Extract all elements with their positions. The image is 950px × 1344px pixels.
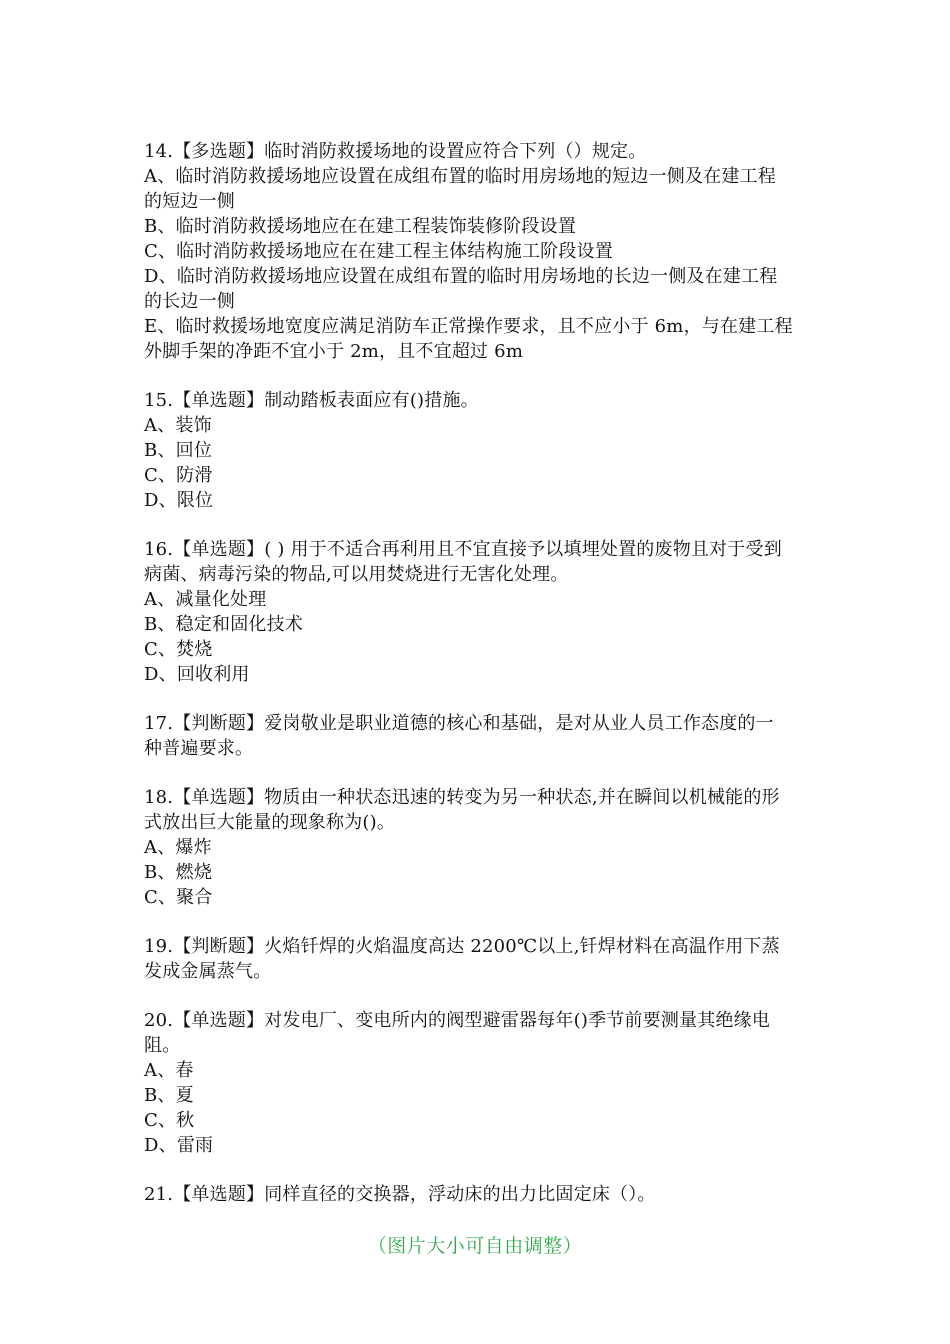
option-line: C、防滑 <box>144 465 213 486</box>
question-line: 式放出巨大能量的现象称为()。 <box>144 812 396 833</box>
option-line: A、减量化处理 <box>144 589 267 610</box>
option-line: 的短边一侧 <box>144 191 235 212</box>
question-line: 14.【多选题】临时消防救援场地的设置应符合下列（）规定。 <box>144 141 647 162</box>
question-line: 阻。 <box>144 1035 181 1056</box>
question-line: 16.【单选题】( ) 用于不适合再利用且不宜直接予以填埋处置的废物且对于受到 <box>144 539 782 560</box>
option-line: E、临时救援场地宽度应满足消防车正常操作要求，且不应小于 6m，与在建工程 <box>144 316 793 337</box>
question-14 <box>144 139 812 364</box>
question-21 <box>144 1182 812 1207</box>
option-line: B、夏 <box>144 1085 194 1106</box>
option-line: C、焚烧 <box>144 639 213 660</box>
option-line: C、聚合 <box>144 887 213 908</box>
option-line: D、限位 <box>144 490 214 511</box>
option-line: B、燃烧 <box>144 862 213 883</box>
question-16 <box>144 537 812 687</box>
question-line: 发成金属蒸气。 <box>144 961 272 982</box>
question-line: 17.【判断题】爱岗敬业是职业道德的核心和基础，是对从业人员工作态度的一 <box>144 713 774 734</box>
question-line: 18.【单选题】物质由一种状态迅速的转变为另一种状态,并在瞬间以机械能的形 <box>144 787 780 808</box>
option-line: C、秋 <box>144 1110 195 1131</box>
option-line: D、雷雨 <box>144 1135 214 1156</box>
question-17 <box>144 711 812 761</box>
question-19 <box>144 934 812 984</box>
option-line: D、临时消防救援场地应设置在成组布置的临时用房场地的长边一侧及在建工程 <box>144 266 778 287</box>
option-line: B、回位 <box>144 440 213 461</box>
question-line: 21.【单选题】同样直径的交换器，浮动床的出力比固定床（）。 <box>144 1184 656 1205</box>
option-line: A、装饰 <box>144 415 212 436</box>
question-15 <box>144 388 812 513</box>
question-line: 20.【单选题】对发电厂、变电所内的阀型避雷器每年()季节前要测量其绝缘电 <box>144 1010 771 1031</box>
option-line: A、临时消防救援场地应设置在成组布置的临时用房场地的短边一侧及在建工程 <box>144 166 776 187</box>
question-line: 15.【单选题】制动踏板表面应有()措施。 <box>144 390 479 411</box>
option-line: A、春 <box>144 1060 194 1081</box>
resize-note: （图片大小可自由调整） <box>367 1235 583 1257</box>
option-line: C、临时消防救援场地应在在建工程主体结构施工阶段设置 <box>144 241 613 262</box>
option-line: B、稳定和固化技术 <box>144 614 304 635</box>
option-line: 外脚手架的净距不宜小于 2m，且不宜超过 6m <box>144 341 524 362</box>
question-18 <box>144 785 812 910</box>
question-line: 种普遍要求。 <box>144 738 254 759</box>
question-list <box>144 139 812 1231</box>
question-line: 19.【判断题】火焰钎焊的火焰温度高达 2200℃以上,钎焊材料在高温作用下蒸 <box>144 936 780 957</box>
question-line: 病菌、病毒污染的物品,可以用焚烧进行无害化处理。 <box>144 564 569 585</box>
option-line: B、临时消防救援场地应在在建工程装饰装修阶段设置 <box>144 216 577 237</box>
option-line: 的长边一侧 <box>144 291 235 312</box>
option-line: D、回收利用 <box>144 664 250 685</box>
option-line: A、爆炸 <box>144 837 212 858</box>
question-20 <box>144 1008 812 1158</box>
